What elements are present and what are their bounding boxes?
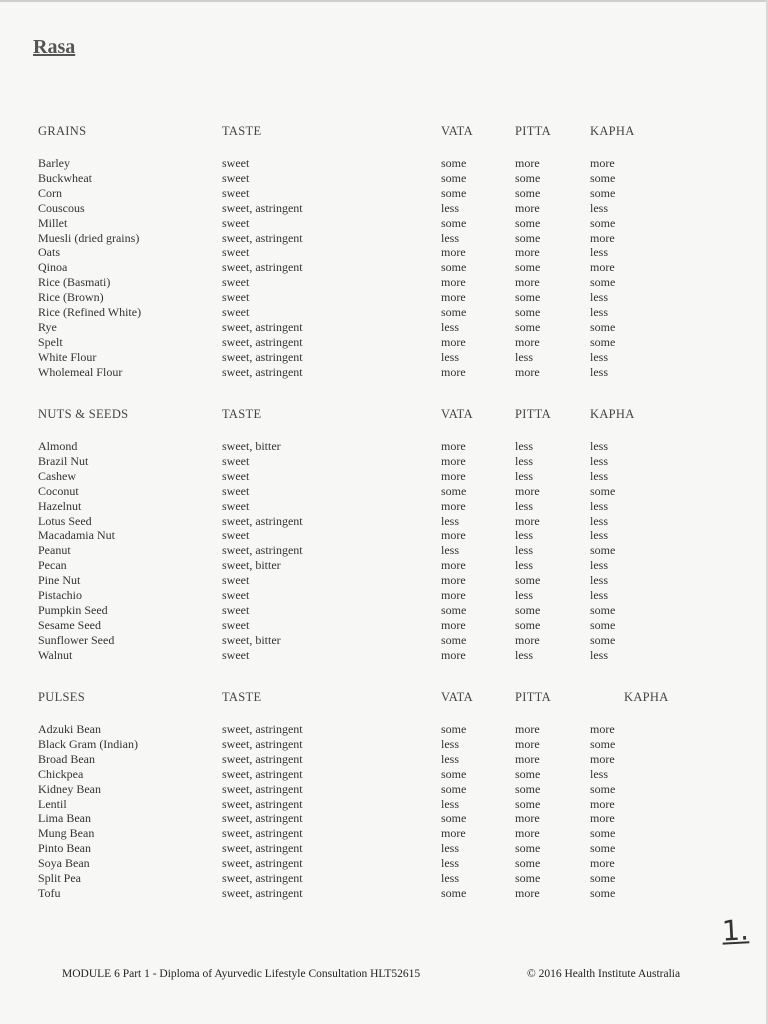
table-row — [0, 499, 768, 514]
table-row — [0, 186, 768, 201]
item-vata: less — [441, 736, 459, 751]
item-kapha: less — [590, 200, 608, 215]
table-row — [0, 648, 768, 663]
item-kapha: less — [590, 245, 608, 260]
item-vata: more — [441, 439, 466, 453]
table-row — [0, 886, 768, 901]
item-taste: sweet — [222, 573, 250, 588]
header-pitta: PITTA — [515, 407, 551, 421]
item-name: Couscous — [38, 200, 85, 215]
item-vata: some — [441, 483, 467, 498]
item-name: Rice (Refined White) — [38, 305, 142, 319]
item-pitta: some — [515, 305, 541, 319]
table-row — [0, 275, 768, 290]
table-row — [0, 737, 768, 752]
header-category: PULSES — [38, 690, 85, 704]
item-vata: some — [441, 722, 467, 736]
item-kapha: some — [590, 170, 616, 185]
item-vata: less — [441, 871, 459, 885]
table-row — [0, 469, 768, 484]
item-taste: sweet — [222, 647, 250, 662]
item-kapha: more — [590, 856, 615, 871]
item-pitta: more — [515, 736, 540, 751]
item-kapha: some — [590, 215, 616, 230]
item-vata: more — [441, 617, 466, 632]
item-kapha: some — [590, 885, 616, 900]
item-taste: sweet — [222, 170, 250, 185]
item-vata: less — [441, 543, 459, 558]
item-pitta: some — [515, 260, 541, 275]
header-kapha: KAPHA — [624, 690, 669, 704]
header-vata: VATA — [441, 124, 473, 138]
item-kapha: less — [590, 305, 608, 319]
item-name: Spelt — [38, 334, 63, 349]
table-row — [0, 171, 768, 186]
header-category: NUTS & SEEDS — [38, 407, 129, 421]
item-vata: less — [441, 856, 459, 871]
item-taste: sweet, astringent — [222, 841, 303, 856]
item-pitta: less — [515, 588, 533, 602]
header-taste: TASTE — [222, 690, 262, 704]
item-vata: less — [441, 751, 459, 766]
item-taste: sweet, astringent — [222, 200, 303, 215]
item-vata: more — [441, 558, 466, 573]
item-kapha: less — [590, 349, 608, 364]
item-taste: sweet, bitter — [222, 558, 281, 573]
item-kapha: some — [590, 275, 616, 290]
item-taste: sweet, astringent — [222, 885, 303, 900]
item-kapha: more — [590, 796, 615, 811]
item-pitta: some — [515, 185, 541, 200]
item-pitta: more — [515, 751, 540, 766]
item-vata: more — [441, 647, 466, 662]
item-taste: sweet — [222, 275, 250, 290]
header-taste: TASTE — [222, 124, 262, 138]
item-name: Almond — [38, 439, 78, 453]
item-pitta: more — [515, 245, 540, 260]
item-pitta: some — [515, 617, 541, 632]
item-pitta: less — [515, 543, 533, 558]
page-title: Rasa — [33, 36, 76, 58]
item-taste: sweet — [222, 588, 250, 602]
footer-module-text: MODULE 6 Part 1 - Diploma of Ayurvedic Lifestyle Consultation HLT52615 — [62, 968, 421, 980]
item-name: Qinoa — [38, 260, 68, 275]
item-vata: less — [441, 230, 459, 245]
item-pitta: more — [515, 364, 540, 379]
item-taste: sweet, astringent — [222, 260, 303, 275]
item-taste: sweet — [222, 453, 250, 468]
item-name: Pumpkin Seed — [38, 602, 108, 617]
item-pitta: some — [515, 602, 541, 617]
item-pitta: more — [515, 885, 540, 900]
pulses-header-row — [0, 690, 768, 705]
item-pitta: more — [515, 722, 540, 736]
item-taste: sweet, astringent — [222, 349, 303, 364]
item-vata: less — [441, 349, 459, 364]
item-name: Lima Bean — [38, 811, 91, 826]
item-kapha: some — [590, 185, 616, 200]
item-taste: sweet — [222, 483, 250, 498]
item-name: Muesli (dried grains) — [38, 230, 140, 245]
item-vata: some — [441, 215, 467, 230]
item-taste: sweet, astringent — [222, 319, 303, 334]
page-number: 1. — [721, 913, 750, 948]
item-name: Sesame Seed — [38, 617, 101, 632]
item-vata: some — [441, 260, 467, 275]
item-pitta: more — [515, 483, 540, 498]
item-name: Pecan — [38, 558, 67, 573]
item-name: Oats — [38, 245, 60, 260]
item-kapha: more — [590, 230, 615, 245]
item-vata: some — [441, 305, 467, 319]
item-pitta: more — [515, 826, 540, 841]
item-taste: sweet, astringent — [222, 766, 303, 781]
item-name: Pinto Bean — [38, 841, 91, 856]
item-pitta: some — [515, 230, 541, 245]
item-taste: sweet, astringent — [222, 513, 303, 528]
item-name: Walnut — [38, 647, 73, 662]
item-name: Cashew — [38, 468, 76, 483]
item-kapha: less — [590, 498, 608, 513]
item-pitta: more — [515, 200, 540, 215]
item-taste: sweet, astringent — [222, 811, 303, 826]
item-vata: more — [441, 573, 466, 588]
item-pitta: less — [515, 349, 533, 364]
item-taste: sweet, astringent — [222, 364, 303, 379]
item-vata: some — [441, 170, 467, 185]
item-kapha: more — [590, 811, 615, 826]
table-row — [0, 528, 768, 543]
item-vata: more — [441, 453, 466, 468]
table-row — [0, 454, 768, 469]
table-row — [0, 201, 768, 216]
item-pitta: more — [515, 334, 540, 349]
item-name: Macadamia Nut — [38, 528, 115, 543]
item-name: Millet — [38, 215, 68, 230]
item-taste: sweet, astringent — [222, 334, 303, 349]
item-kapha: some — [590, 483, 616, 498]
item-name: Pine Nut — [38, 573, 81, 588]
item-vata: less — [441, 796, 459, 811]
item-kapha: less — [590, 364, 608, 379]
table-row — [0, 633, 768, 648]
item-vata: more — [441, 364, 466, 379]
header-vata: VATA — [441, 407, 473, 421]
item-pitta: less — [515, 468, 533, 483]
item-vata: some — [441, 156, 467, 170]
item-kapha: more — [590, 156, 615, 170]
table-row — [0, 365, 768, 380]
item-pitta: less — [515, 558, 533, 573]
item-name: Sunflower Seed — [38, 632, 115, 647]
table-row — [0, 484, 768, 499]
item-vata: less — [441, 200, 459, 215]
table-row — [0, 245, 768, 260]
item-kapha: some — [590, 826, 616, 841]
item-name: Soya Bean — [38, 856, 90, 871]
item-pitta: some — [515, 796, 541, 811]
item-taste: sweet — [222, 468, 250, 483]
item-vata: more — [441, 468, 466, 483]
header-taste: TASTE — [222, 407, 262, 421]
item-vata: less — [441, 841, 459, 856]
item-name: Peanut — [38, 543, 71, 558]
table-row — [0, 767, 768, 782]
item-taste: sweet, astringent — [222, 543, 303, 558]
item-vata: more — [441, 290, 466, 305]
item-name: Mung Bean — [38, 826, 95, 841]
item-vata: more — [441, 528, 466, 543]
item-name: Rice (Brown) — [38, 290, 104, 305]
item-pitta: some — [515, 766, 541, 781]
item-vata: more — [441, 826, 466, 841]
item-pitta: some — [515, 781, 541, 796]
item-kapha: some — [590, 841, 616, 856]
item-name: Lentil — [38, 796, 67, 811]
item-pitta: some — [515, 319, 541, 334]
item-name: Rice (Basmati) — [38, 275, 111, 290]
item-vata: some — [441, 811, 467, 826]
table-row — [0, 216, 768, 231]
item-name: Wholemeal Flour — [38, 364, 123, 379]
item-taste: sweet — [222, 498, 250, 513]
item-kapha: more — [590, 751, 615, 766]
item-pitta: some — [515, 841, 541, 856]
item-name: Hazelnut — [38, 498, 82, 513]
table-row — [0, 573, 768, 588]
item-pitta: some — [515, 170, 541, 185]
item-vata: more — [441, 245, 466, 260]
item-kapha: less — [590, 528, 608, 543]
item-kapha: less — [590, 588, 608, 602]
table-row — [0, 826, 768, 841]
item-pitta: some — [515, 856, 541, 871]
item-kapha: less — [590, 573, 608, 588]
item-name: Corn — [38, 185, 62, 200]
item-taste: sweet, astringent — [222, 826, 303, 841]
footer-copyright: © 2016 Health Institute Australia — [527, 968, 681, 980]
item-pitta: more — [515, 156, 540, 170]
item-vata: less — [441, 319, 459, 334]
table-row — [0, 797, 768, 812]
item-name: Chickpea — [38, 766, 84, 781]
item-kapha: more — [590, 722, 615, 736]
item-name: Split Pea — [38, 871, 82, 885]
item-name: Black Gram (Indian) — [38, 736, 138, 751]
item-taste: sweet, astringent — [222, 736, 303, 751]
item-taste: sweet — [222, 156, 250, 170]
item-name: Kidney Bean — [38, 781, 101, 796]
item-pitta: less — [515, 439, 533, 453]
item-name: Brazil Nut — [38, 453, 89, 468]
item-taste: sweet, astringent — [222, 230, 303, 245]
item-taste: sweet, astringent — [222, 751, 303, 766]
table-row — [0, 350, 768, 365]
item-kapha: more — [590, 260, 615, 275]
nuts-seeds-header-row — [0, 407, 768, 422]
header-category: GRAINS — [38, 124, 87, 138]
item-kapha: some — [590, 319, 616, 334]
item-kapha: some — [590, 781, 616, 796]
item-vata: some — [441, 766, 467, 781]
item-kapha: some — [590, 602, 616, 617]
item-vata: some — [441, 602, 467, 617]
item-vata: some — [441, 185, 467, 200]
item-pitta: less — [515, 647, 533, 662]
table-row — [0, 558, 768, 573]
item-name: Rye — [38, 319, 57, 334]
item-vata: some — [441, 781, 467, 796]
table-row — [0, 618, 768, 633]
item-kapha: less — [590, 290, 608, 305]
table-row — [0, 231, 768, 246]
item-kapha: some — [590, 334, 616, 349]
item-kapha: less — [590, 558, 608, 573]
item-name: Buckwheat — [38, 170, 92, 185]
table-row — [0, 841, 768, 856]
item-taste: sweet — [222, 245, 250, 260]
item-vata: more — [441, 498, 466, 513]
item-taste: sweet — [222, 290, 250, 305]
item-vata: some — [441, 885, 467, 900]
header-pitta: PITTA — [515, 690, 551, 704]
item-vata: some — [441, 632, 467, 647]
item-kapha: less — [590, 766, 608, 781]
item-vata: more — [441, 334, 466, 349]
grains-header-row — [0, 124, 768, 139]
table-row — [0, 871, 768, 886]
header-kapha: KAPHA — [590, 124, 635, 138]
item-taste: sweet, astringent — [222, 781, 303, 796]
item-kapha: less — [590, 513, 608, 528]
item-kapha: some — [590, 871, 616, 885]
item-kapha: some — [590, 736, 616, 751]
table-row — [0, 335, 768, 350]
table-row — [0, 156, 768, 171]
table-row — [0, 260, 768, 275]
item-taste: sweet — [222, 305, 250, 319]
table-row — [0, 320, 768, 335]
item-taste: sweet — [222, 215, 250, 230]
item-taste: sweet, bitter — [222, 439, 281, 453]
table-row — [0, 543, 768, 558]
item-name: White Flour — [38, 349, 97, 364]
item-taste: sweet — [222, 185, 250, 200]
item-name: Adzuki Bean — [38, 722, 101, 736]
item-pitta: some — [515, 290, 541, 305]
item-name: Broad Bean — [38, 751, 95, 766]
table-row — [0, 603, 768, 618]
item-kapha: less — [590, 453, 608, 468]
table-row — [0, 588, 768, 603]
item-kapha: some — [590, 543, 616, 558]
item-pitta: less — [515, 498, 533, 513]
table-row — [0, 856, 768, 871]
item-taste: sweet — [222, 528, 250, 543]
item-pitta: some — [515, 573, 541, 588]
table-row — [0, 514, 768, 529]
item-taste: sweet — [222, 602, 250, 617]
item-kapha: some — [590, 617, 616, 632]
item-taste: sweet — [222, 617, 250, 632]
item-name: Pistachio — [38, 588, 82, 602]
item-taste: sweet, astringent — [222, 722, 303, 736]
header-vata: VATA — [441, 690, 473, 704]
item-name: Tofu — [38, 885, 61, 900]
item-taste: sweet, astringent — [222, 871, 303, 885]
table-row — [0, 722, 768, 737]
table-row — [0, 752, 768, 767]
table-row — [0, 439, 768, 454]
item-kapha: some — [590, 632, 616, 647]
page-top-edge — [0, 0, 768, 2]
item-name: Lotus Seed — [38, 513, 92, 528]
table-row — [0, 305, 768, 320]
item-pitta: more — [515, 632, 540, 647]
item-vata: less — [441, 513, 459, 528]
header-pitta: PITTA — [515, 124, 551, 138]
item-name: Coconut — [38, 483, 79, 498]
item-pitta: more — [515, 513, 540, 528]
item-kapha: less — [590, 468, 608, 483]
item-pitta: more — [515, 275, 540, 290]
item-pitta: some — [515, 215, 541, 230]
item-pitta: less — [515, 528, 533, 543]
table-row — [0, 782, 768, 797]
item-taste: sweet, astringent — [222, 796, 303, 811]
item-vata: more — [441, 275, 466, 290]
item-pitta: some — [515, 871, 541, 885]
item-kapha: less — [590, 647, 608, 662]
item-taste: sweet, bitter — [222, 632, 281, 647]
table-row — [0, 290, 768, 305]
item-name: Barley — [38, 156, 70, 170]
item-kapha: less — [590, 439, 608, 453]
item-pitta: less — [515, 453, 533, 468]
table-row — [0, 811, 768, 826]
item-pitta: more — [515, 811, 540, 826]
header-kapha: KAPHA — [590, 407, 635, 421]
item-vata: more — [441, 588, 466, 602]
item-taste: sweet, astringent — [222, 856, 303, 871]
